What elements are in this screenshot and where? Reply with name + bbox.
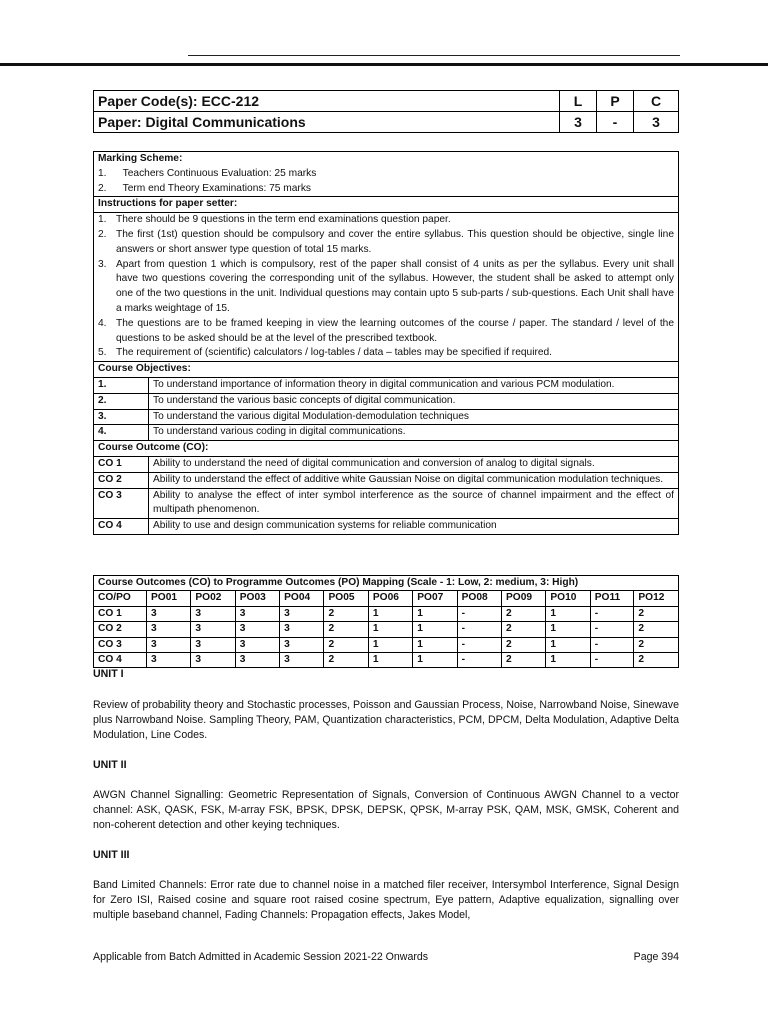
outcome-text: Ability to understand the need of digital communication and conversion of analog to digital signals. [149, 456, 679, 472]
mapping-header: PO03 [235, 591, 279, 606]
mapping-row [94, 606, 679, 621]
objective-text: To understand importance of information theory in digital communication and various PCM modulation. [149, 377, 679, 393]
mapping-cell: 2 [324, 622, 368, 637]
mapping-header: CO/PO [94, 591, 147, 606]
mapping-cell: 3 [280, 637, 324, 652]
instructions-cell [94, 213, 679, 362]
outcome-text: Ability to analyse the effect of inter symbol interference as the source of channel impairment and the effect of multipath phenomenon. [149, 488, 679, 519]
mapping-header: PO05 [324, 591, 368, 606]
paper-code: Paper Code(s): ECC-212 [94, 91, 560, 112]
unit-3-text: Band Limited Channels: Error rate due to channel noise in a matched filer receiver, Intersymbol Interference, Signal Design for Zero ISI, Raised cosine and square root raised cosine spectrum, Eye pattern, Adaptive equalization, signalling over multiple baseband channel, Fading Channels: Propagation effects, Jakes Model, [93, 879, 679, 921]
mapping-cell: 2 [501, 606, 545, 621]
mapping-cell: CO 2 [94, 622, 147, 637]
co-po-mapping-table [93, 575, 679, 668]
mapping-cell: - [590, 653, 634, 668]
marking-item: 2. Term end Theory Examinations: 75 marks [98, 182, 312, 194]
unit-2-title: UNIT II [93, 759, 127, 771]
mapping-cell: 3 [146, 606, 190, 621]
objective-number: 2. [94, 393, 149, 409]
mapping-cell: CO 1 [94, 606, 147, 621]
mapping-cell: 3 [191, 622, 235, 637]
mapping-cell: 2 [634, 606, 679, 621]
footer-note: Applicable from Batch Admitted in Academic Session 2021-22 Onwards [93, 951, 429, 963]
mapping-header: PO04 [280, 591, 324, 606]
mapping-cell: 3 [280, 622, 324, 637]
mapping-cell: 3 [146, 622, 190, 637]
mapping-cell: 1 [546, 606, 590, 621]
mapping-cell: 1 [368, 653, 412, 668]
col-l: L [560, 91, 597, 112]
marking-item: 1. Teachers Continuous Evaluation: 25 marks [98, 167, 317, 179]
mapping-cell: - [457, 622, 501, 637]
instruction-item: 1. There should be 9 questions in the term end examinations question paper. [98, 214, 451, 226]
mapping-cell: 2 [324, 637, 368, 652]
outcome-code: CO 4 [94, 519, 149, 535]
mapping-cell: 3 [280, 606, 324, 621]
objective-text: To understand the various digital Modulation-demodulation techniques [149, 409, 679, 425]
mapping-row [94, 637, 679, 652]
mapping-cell: 3 [146, 637, 190, 652]
objective-number: 3. [94, 409, 149, 425]
col-c: C [634, 91, 679, 112]
mapping-cell: CO 3 [94, 637, 147, 652]
objectives-title: Course Objectives: [94, 362, 679, 378]
val-p: - [597, 112, 634, 133]
mapping-cell: 1 [413, 606, 457, 621]
mapping-header: PO07 [413, 591, 457, 606]
mapping-header: PO02 [191, 591, 235, 606]
instructions-title: Instructions for paper setter: [94, 197, 679, 213]
outcome-text: Ability to understand the effect of additive white Gaussian Noise on digital communication modulation techniques. [149, 472, 679, 488]
mapping-cell: 2 [634, 622, 679, 637]
mapping-header: PO08 [457, 591, 501, 606]
mapping-cell: 3 [191, 653, 235, 668]
mapping-cell: 3 [235, 653, 279, 668]
instruction-item: 2. The first (1st) question should be compulsory and cover the entire syllabus. This question should be objective, single line answers or short answer type question of total 15 marks. [98, 228, 674, 255]
instruction-item: 3. Apart from question 1 which is compulsory, rest of the paper shall consist of 4 units as per the syllabus. Every unit shall have two questions covering the corresponding unit of the syllabus. However, the student shall be asked to attempt only one of the two questions in the unit. Individual questions may contain upto 5 sub-parts / sub-questions. Each Unit shall have a marks weightage of 15. [98, 258, 674, 314]
mapping-cell: 2 [501, 637, 545, 652]
mapping-cell: 1 [546, 637, 590, 652]
unit-1-text: Review of probability theory and Stochastic processes, Poisson and Gaussian Process, Noise, Narrowband Noise, Sinewave plus Narrowband Noise. Sampling Theory, PAM, Quantization characteristics, PCM, DPCM, Delta Modulation, Adaptive Delta Modulation, Line Codes. [93, 699, 679, 741]
unit-1-title: UNIT I [93, 668, 124, 680]
mapping-row [94, 622, 679, 637]
mapping-cell: - [590, 637, 634, 652]
mapping-cell: 3 [235, 606, 279, 621]
mapping-cell: 3 [280, 653, 324, 668]
instruction-item: 4. The questions are to be framed keeping in view the learning outcomes of the course / paper. The standard / level of the questions to be asked should be at the level of the prescribed textbook. [98, 317, 674, 344]
mapping-cell: 1 [368, 606, 412, 621]
mapping-cell: 3 [235, 637, 279, 652]
objective-text: To understand the various basic concepts of digital communication. [149, 393, 679, 409]
instruction-item: 5. The requirement of (scientific) calculators / log-tables / data – tables may be specified if required. [98, 347, 553, 359]
mapping-cell: - [590, 606, 634, 621]
mapping-cell: - [457, 653, 501, 668]
mapping-cell: - [457, 637, 501, 652]
outcome-code: CO 3 [94, 488, 149, 519]
page-number: Page 394 [633, 951, 679, 963]
mapping-cell: 2 [634, 653, 679, 668]
mapping-cell: 1 [546, 622, 590, 637]
mapping-cell: 2 [634, 637, 679, 652]
mapping-cell: - [590, 622, 634, 637]
mapping-header: PO01 [146, 591, 190, 606]
mapping-cell: 1 [413, 653, 457, 668]
paper-header-table [93, 90, 679, 133]
mapping-cell: 2 [324, 606, 368, 621]
outcomes-title: Course Outcome (CO): [94, 441, 679, 457]
mapping-cell: 2 [324, 653, 368, 668]
unit-2-text: AWGN Channel Signalling: Geometric Representation of Signals, Conversion of Continuous AWGN Channel to a vector channel: ASK, QASK, FSK, M-array FSK, BPSK, DPSK, DEPSK, QPSK, M-array PSK, QAM, MSK, GMSK, Coherent and non-coherent detection and other keying techniques. [93, 789, 679, 831]
mapping-cell: 1 [368, 637, 412, 652]
col-p: P [597, 91, 634, 112]
mapping-cell: - [457, 606, 501, 621]
mapping-cell: 1 [546, 653, 590, 668]
unit-3-title: UNIT III [93, 849, 130, 861]
paper-name: Paper: Digital Communications [94, 112, 560, 133]
mapping-header-row [94, 591, 679, 606]
mapping-cell: 2 [501, 653, 545, 668]
scheme-table [93, 151, 679, 535]
mapping-header: PO09 [501, 591, 545, 606]
objective-number: 1. [94, 377, 149, 393]
page-footer [93, 951, 679, 963]
mapping-cell: 1 [368, 622, 412, 637]
mapping-header: PO10 [546, 591, 590, 606]
val-c: 3 [634, 112, 679, 133]
mapping-header: PO12 [634, 591, 679, 606]
marking-title: Marking Scheme: [98, 153, 183, 164]
mapping-header: PO11 [590, 591, 634, 606]
outcome-text: Ability to use and design communication systems for reliable communication [149, 519, 679, 535]
mapping-cell: 3 [146, 653, 190, 668]
val-l: 3 [560, 112, 597, 133]
mapping-cell: 3 [191, 637, 235, 652]
mapping-cell: 3 [191, 606, 235, 621]
mapping-cell: 3 [235, 622, 279, 637]
outcome-code: CO 1 [94, 456, 149, 472]
marking-scheme-cell [94, 152, 679, 197]
mapping-cell: CO 4 [94, 653, 147, 668]
mapping-header: PO06 [368, 591, 412, 606]
objective-text: To understand various coding in digital communications. [149, 425, 679, 441]
mapping-cell: 1 [413, 622, 457, 637]
objective-number: 4. [94, 425, 149, 441]
mapping-row [94, 653, 679, 668]
mapping-title: Course Outcomes (CO) to Programme Outcomes (PO) Mapping (Scale - 1: Low, 2: medium, 3: High) [94, 576, 679, 591]
top-divider-line [188, 55, 680, 56]
mapping-cell: 2 [501, 622, 545, 637]
header-rule [0, 63, 768, 66]
outcome-code: CO 2 [94, 472, 149, 488]
mapping-cell: 1 [413, 637, 457, 652]
